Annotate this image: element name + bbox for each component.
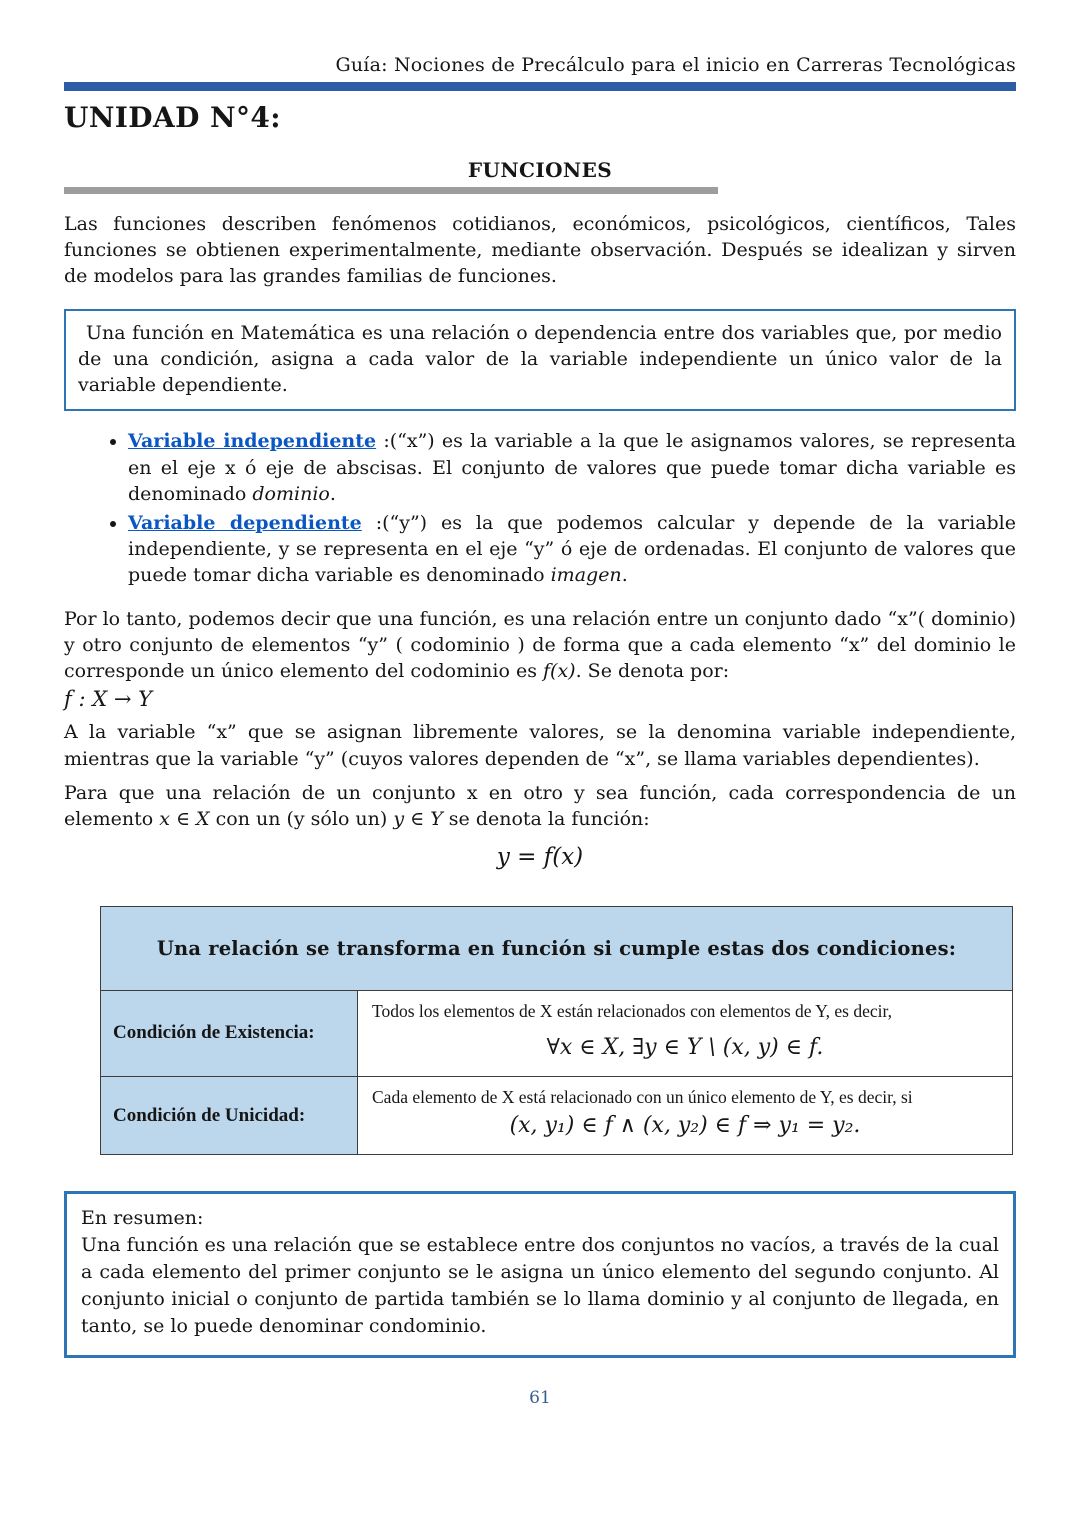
bullet-1-tail: . xyxy=(621,564,628,587)
condition-existencia-cell xyxy=(358,991,1013,1077)
condition-unicidad-row xyxy=(101,1076,1013,1155)
formula-y-equals-fx: y = f(x) xyxy=(496,844,584,871)
bullet-0-body: :(“x”) es la variable a la que le asignamos valores, se representa en el eje x ó eje de abscisas. El conjunto de valores que puede tomar dicha variable es denominado xyxy=(128,430,1017,505)
condition-existencia-description: Todos los elementos de X están relacionados con elementos de Y, es decir, xyxy=(372,1001,893,1022)
bullet-0-emphasis: dominio xyxy=(252,482,330,505)
paragraph-definicion-funcion xyxy=(64,606,1016,685)
section-rule xyxy=(64,187,718,194)
bullet-variable-independiente xyxy=(128,428,1016,507)
inline-math-y-in-Y: y ∈ Y xyxy=(393,807,443,830)
summary-heading: En resumen: xyxy=(81,1207,204,1230)
term-link-variable-independiente[interactable]: Variable independiente xyxy=(128,430,377,453)
bullet-1-body: :(“y”) es la que podemos calcular y depende de la variable independiente, y se representa en el eje “y” ó eje de ordenadas. El conjunto de valores que puede tomar dicha variable es denominado xyxy=(128,511,1017,587)
condition-unicidad-formula: (x, y₁) ∈ f ∧ (x, y₂) ∈ f ⇒ y₁ = y₂. xyxy=(509,1113,861,1139)
paragraph-variables: A la variable “x” que se asignan libremente valores, se la denomina variable independiente, mientras que la variable “y” (cuyos valores dependen de “x”, se llama variables dependientes). xyxy=(64,721,1016,770)
condition-existencia-row xyxy=(101,991,1013,1077)
paragraph-definicion-tail: . Se denota por: xyxy=(575,660,730,683)
bullet-list xyxy=(64,428,1016,588)
paragraph-correspondencia-a: Para que una relación de un conjunto x en otro y sea función, cada correspondencia de un elemento xyxy=(64,781,1016,830)
paragraph-correspondencia-c: se denota la función: xyxy=(442,807,650,830)
condition-existencia-formula: ∀x ∈ X, ∃y ∈ Y \ (x, y) ∈ f. xyxy=(546,1034,824,1060)
conditions-table-title-row xyxy=(101,907,1013,991)
conditions-table-title: Una relación se transforma en función si cumple estas dos condiciones: xyxy=(101,907,1013,991)
bullet-1-emphasis: imagen xyxy=(550,564,622,587)
header-title: Guía: Nociones de Precálculo para el inicio en Carreras Tecnológicas xyxy=(335,54,1016,76)
condition-unicidad-label: Condición de Unicidad: xyxy=(101,1076,358,1155)
paragraph-correspondencia xyxy=(64,780,1016,832)
condition-unicidad-description: Cada elemento de X está relacionado con un único elemento de Y, es decir, si xyxy=(372,1086,913,1107)
summary-box xyxy=(64,1191,1016,1358)
bullet-0-tail: . xyxy=(329,482,336,505)
document-header xyxy=(64,54,1016,91)
header-rule xyxy=(64,82,1016,91)
unit-title: UNIDAD N°4: xyxy=(64,101,281,134)
term-link-variable-dependiente[interactable]: Variable dependiente xyxy=(128,511,362,534)
section-heading xyxy=(64,158,1016,194)
definition-box xyxy=(64,309,1016,412)
formula-f-x-to-y: f : X → Y xyxy=(64,687,152,712)
condition-existencia-label: Condición de Existencia: xyxy=(101,991,358,1077)
conditions-table xyxy=(100,906,1013,1155)
section-title: FUNCIONES xyxy=(467,158,613,182)
condition-unicidad-cell xyxy=(358,1076,1013,1155)
inline-math-x-in-X: x ∈ X xyxy=(159,807,210,830)
definition-box-text: Una función en Matemática es una relación o dependencia entre dos variables que, por medio de una condición, asigna a cada valor de la variable independiente un único valor de la variable dependiente. xyxy=(78,321,1002,397)
summary-text: Una función es una relación que se establece entre dos conjuntos no vacíos, a través de la cual a cada elemento del primer conjunto se le asigna un único elemento del segundo conjunto. Al conjunto inicial o conjunto de partida también se lo llama dominio y al conjunto de llegada, en tanto, se lo puede denominar condominio. xyxy=(81,1234,999,1338)
paragraph-correspondencia-b: con un (y sólo un) xyxy=(209,807,394,830)
inline-math-fx: f(x) xyxy=(543,660,576,683)
intro-paragraph: Las funciones describen fenómenos cotidianos, económicos, psicológicos, científicos, Tales funciones se obtienen experimentalmente, mediante observación. Después se idealizan y sirven de modelos para las grandes familias de funciones. xyxy=(64,213,1016,288)
page-number: 61 xyxy=(529,1388,551,1409)
paragraph-definicion-text: Por lo tanto, podemos decir que una función, es una relación entre un conjunto dado “x”( dominio) y otro conjunto de elementos “y” ( codominio ) de forma que a cada elemento “x” del dominio le corresponde un único elemento del codominio es xyxy=(64,607,1016,683)
bullet-variable-dependiente xyxy=(128,510,1016,589)
